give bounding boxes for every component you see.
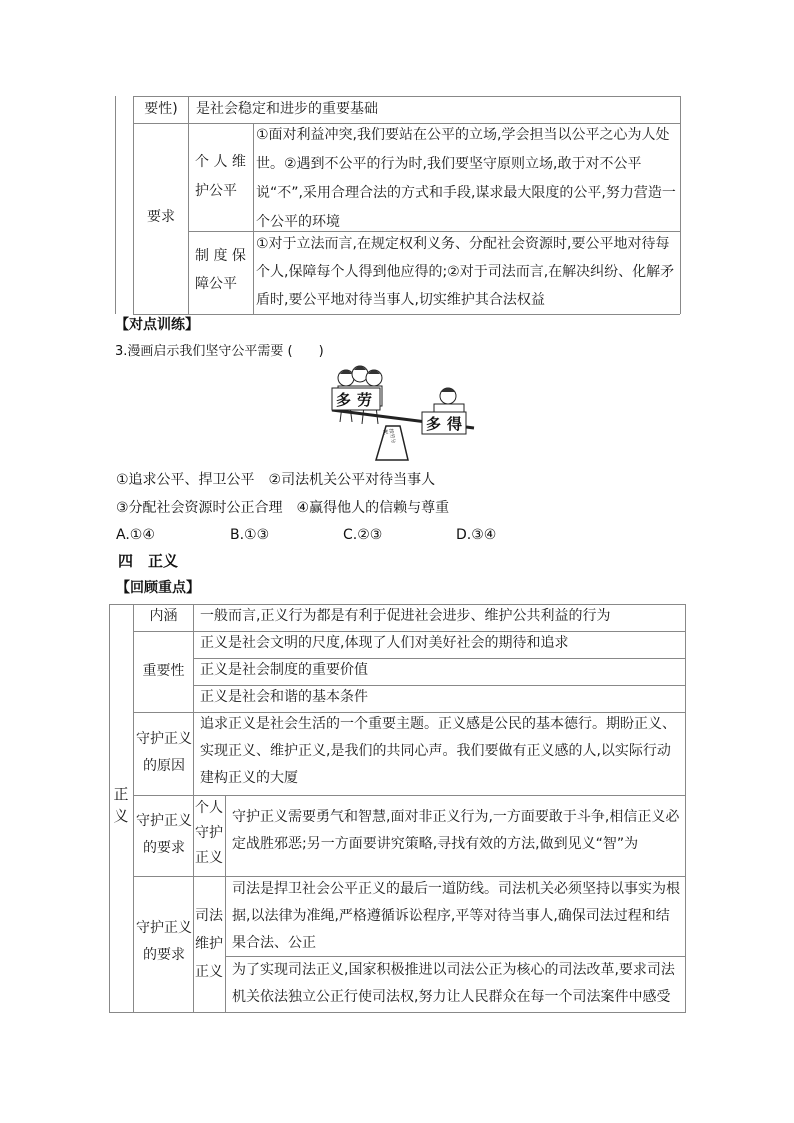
cartoon-sign-left: 多劳 — [336, 391, 379, 409]
sub-label-personal-fairness: 个 人 维 护公平 — [195, 154, 246, 199]
practice-header: 【对点训练】 — [115, 317, 199, 333]
label-req-personal: 守护正义的要求 — [136, 813, 192, 856]
text-importance-2: 正义是社会制度的重要价值 — [200, 662, 368, 678]
section-title: 四 正义 — [118, 552, 179, 570]
text-reason: 追求正义是社会生活的一个重要主题。正义感是公民的基本德行。期盼正义、实现正义、维护正义,是我们的共同心声。我们要做有正义感的人,以实际行动建构正义的大厦 — [200, 716, 676, 786]
text-judicial-1: 司法是捍卫社会公平正义的最后一道防线。司法机关必须坚持以事实为根据,以法律为准绳,严格遵循诉讼程序,平等对待当事人,确保司法过程和结果合法、公正 — [232, 881, 680, 951]
label-neihan: 内涵 — [149, 608, 178, 624]
row-label-importance: 要性) — [144, 101, 178, 117]
side-label-justice: 正义 — [113, 785, 129, 825]
row-text-importance: 是社会稳定和进步的重要基础 — [196, 101, 378, 117]
choice-d[interactable]: D.③④ — [456, 527, 497, 543]
text-importance-3: 正义是社会和谐的基本条件 — [200, 689, 368, 705]
row-label-requirement: 要求 — [147, 209, 175, 225]
label-reason: 守护正义的原因 — [136, 731, 192, 774]
text-neihan: 一般而言,正义行为都是有利于促进社会进步、维护公共利益的行为 — [200, 608, 611, 624]
text-personal-fairness: ①面对利益冲突,我们要站在公平的立场,学会担当以公平之心为人处世。②遇到不公平的行为时,我们要坚守原则立场,敢于对不公平说“不”,采用合理合法的方式和手段,谋求最大限度的公平,努力营造一个公平的环境 — [256, 127, 676, 230]
text-judicial-2: 为了实现司法正义,国家积极推进以司法公正为核心的司法改革,要求司法机关依法独立公正行使司法权,努力让人民群众在每一个司法案件中感受 — [232, 962, 675, 1005]
choice-a[interactable]: A.①④ — [116, 527, 155, 543]
question-stem: 3.漫画启示我们坚守公平需要 ( ) — [115, 344, 324, 359]
cartoon-fulcrum-label: 按劳分配 — [381, 428, 396, 444]
option-line-2: ③分配社会资源时公正合理 ④赢得他人的信赖与尊重 — [116, 500, 450, 516]
cartoon-sign-right: 多得 — [426, 415, 469, 433]
choice-c[interactable]: C.②③ — [343, 527, 383, 543]
text-personal-justice: 守护正义需要勇气和智慧,面对非正义行为,一方面要敢于斗争,相信正义必定战胜邪恶;另一方面要讲究策略,寻找有效的方法,做到见义“智”为 — [232, 809, 680, 852]
review-header: 【回顾重点】 — [116, 580, 200, 596]
sub-label-system-fairness: 制 度 保 障公平 — [195, 248, 246, 292]
sublabel-personal-justice: 个人守护正义 — [195, 800, 223, 866]
label-importance: 重要性 — [142, 663, 185, 679]
choice-b[interactable]: B.①③ — [230, 527, 270, 543]
text-system-fairness: ①对于立法而言,在规定权利义务、分配社会资源时,要公平地对待每个人,保障每个人得到他应得的;②对于司法而言,在解决纠纷、化解矛盾时,要公平地对待当事人,切实维护其合法权益 — [256, 236, 675, 308]
text-importance-1: 正义是社会文明的尺度,体现了人们对美好社会的期待和追求 — [200, 635, 569, 651]
option-line-1: ①追求公平、捍卫公平 ②司法机关公平对待当事人 — [116, 472, 436, 488]
label-req-judicial: 守护正义的要求 — [136, 920, 192, 963]
sublabel-judicial-justice: 司法维护正义 — [195, 908, 223, 980]
